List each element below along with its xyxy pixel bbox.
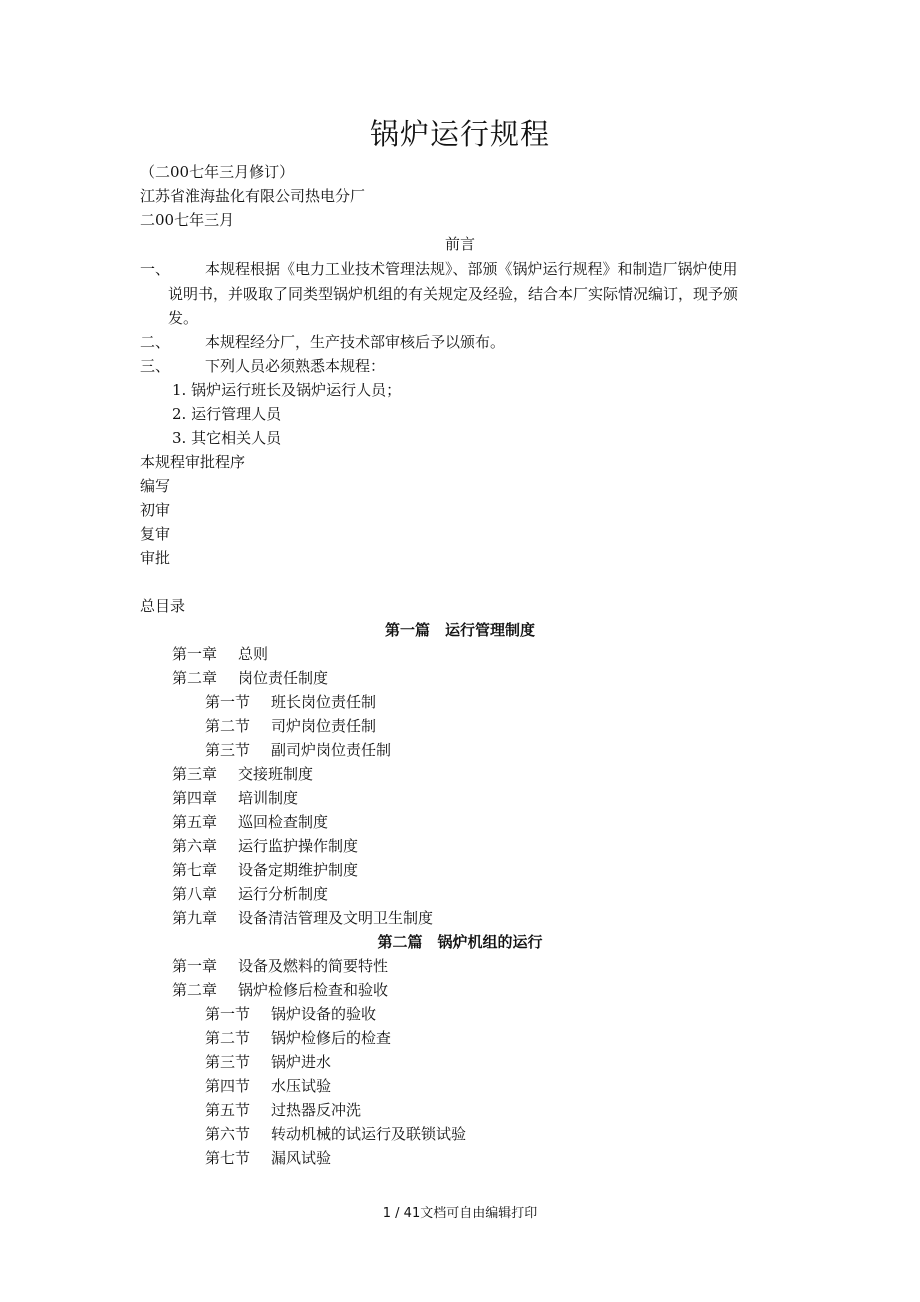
document-title: 锅炉运行规程	[369, 117, 550, 151]
toc-entry-label: 第二节	[205, 717, 251, 735]
toc-entry	[172, 978, 388, 1002]
document-date: 二00七年三月	[140, 211, 235, 229]
personnel-list-item: 3. 其它相关人员	[172, 429, 282, 447]
toc-entry-text: 锅炉设备的验收	[271, 1005, 377, 1023]
toc-entry	[172, 762, 313, 786]
toc-entry-label: 第七章	[172, 861, 218, 879]
toc-entry-label: 第五节	[205, 1101, 251, 1119]
toc-entry-label: 第五章	[172, 813, 218, 831]
toc-entry-text: 副司炉岗位责任制	[271, 741, 392, 759]
toc-entry-text: 锅炉检修后的检查	[271, 1029, 392, 1047]
toc-entry-label: 第四节	[205, 1077, 251, 1095]
toc-entry-label: 第三章	[172, 765, 218, 783]
toc-entry	[205, 1146, 331, 1170]
toc-entry	[205, 1026, 391, 1050]
toc-entry-label: 第四章	[172, 789, 218, 807]
toc-entry-label: 第九章	[172, 909, 218, 927]
toc-entry-label: 第一节	[205, 1005, 251, 1023]
personnel-list-item: 2. 运行管理人员	[172, 405, 282, 423]
toc-entry-label: 第一章	[172, 957, 218, 975]
toc-entry	[172, 834, 358, 858]
toc-entry	[172, 810, 328, 834]
preface-item-text: 下列人员必须熟悉本规程：	[205, 357, 386, 375]
toc-entry-label: 第二章	[172, 669, 218, 687]
toc-entry-text: 设备清洁管理及文明卫生制度	[238, 909, 434, 927]
approval-step: 初审	[140, 501, 171, 519]
toc-entry	[205, 1050, 331, 1074]
toc-entry-text: 运行分析制度	[238, 885, 329, 903]
toc-entry-text: 运行监护操作制度	[238, 837, 359, 855]
toc-entry-text: 设备定期维护制度	[238, 861, 359, 879]
preface-item-text: 说明书，并吸取了同类型锅炉机组的有关规定及经验，结合本厂实际情况编订，现予颁	[168, 285, 739, 303]
toc-entry	[172, 906, 433, 930]
toc-part-title: 第二篇 锅炉机组的运行	[377, 933, 543, 951]
toc-entry	[205, 714, 376, 738]
preface-item-text: 本规程根据《电力工业技术管理法规》、部颁《锅炉运行规程》和制造厂锅炉使用	[205, 260, 738, 278]
toc-entry	[172, 858, 358, 882]
toc-entry-label: 第二节	[205, 1029, 251, 1047]
toc-entry	[172, 882, 328, 906]
toc-entry	[172, 954, 388, 978]
toc-entry	[205, 1122, 466, 1146]
toc-entry-text: 锅炉进水	[271, 1053, 332, 1071]
toc-entry-text: 设备及燃料的简要特性	[238, 957, 389, 975]
toc-entry-text: 过热器反冲洗	[271, 1101, 362, 1119]
toc-entry	[205, 738, 391, 762]
approval-step: 复审	[140, 525, 171, 543]
preface-item-text: 本规程经分厂，生产技术部审核后予以颁布。	[205, 333, 506, 351]
preface-item-number: 一、	[140, 260, 171, 278]
approval-step: 编写	[140, 477, 171, 495]
preface-item-number: 三、	[140, 357, 171, 375]
approval-heading: 本规程审批程序	[140, 453, 246, 471]
toc-entry	[205, 690, 376, 714]
toc-part-title: 第一篇 运行管理制度	[384, 621, 535, 639]
toc-entry-label: 第六章	[172, 837, 218, 855]
personnel-list-item: 1. 锅炉运行班长及锅炉运行人员；	[172, 381, 402, 399]
toc-entry	[172, 642, 268, 666]
preface-item-number: 二、	[140, 333, 171, 351]
toc-entry-label: 第七节	[205, 1149, 251, 1167]
toc-entry-label: 第三节	[205, 741, 251, 759]
toc-entry	[205, 1002, 376, 1026]
toc-entry-label: 第三节	[205, 1053, 251, 1071]
toc-entry-text: 转动机械的试运行及联锁试验	[271, 1125, 467, 1143]
toc-entry-label: 第八章	[172, 885, 218, 903]
toc-entry-text: 司炉岗位责任制	[271, 717, 377, 735]
toc-entry-label: 第一章	[172, 645, 218, 663]
revision-note: （二00七年三月修订）	[140, 163, 295, 181]
preface-heading: 前言	[444, 235, 475, 253]
toc-entry-text: 水压试验	[271, 1077, 332, 1095]
approval-step: 审批	[140, 549, 171, 567]
toc-entry-text: 培训制度	[238, 789, 299, 807]
toc-entry-label: 第二章	[172, 981, 218, 999]
page-footer: 1 / 41文档可自由编辑打印	[382, 1206, 538, 1221]
toc-entry-text: 巡回检查制度	[238, 813, 329, 831]
toc-entry-text: 漏风试验	[271, 1149, 332, 1167]
toc-entry	[172, 666, 328, 690]
toc-entry-text: 岗位责任制度	[238, 669, 329, 687]
toc-entry	[205, 1074, 331, 1098]
toc-entry	[172, 786, 298, 810]
toc-heading: 总目录	[140, 597, 186, 615]
toc-entry-label: 第六节	[205, 1125, 251, 1143]
organization-name: 江苏省淮海盐化有限公司热电分厂	[140, 187, 366, 205]
toc-entry-text: 交接班制度	[238, 765, 314, 783]
toc-entry-text: 总则	[238, 645, 269, 663]
toc-entry-text: 班长岗位责任制	[271, 693, 377, 711]
preface-item-text: 发。	[168, 309, 199, 327]
toc-entry-label: 第一节	[205, 693, 251, 711]
toc-entry	[205, 1098, 361, 1122]
toc-entry-text: 锅炉检修后检查和验收	[238, 981, 389, 999]
